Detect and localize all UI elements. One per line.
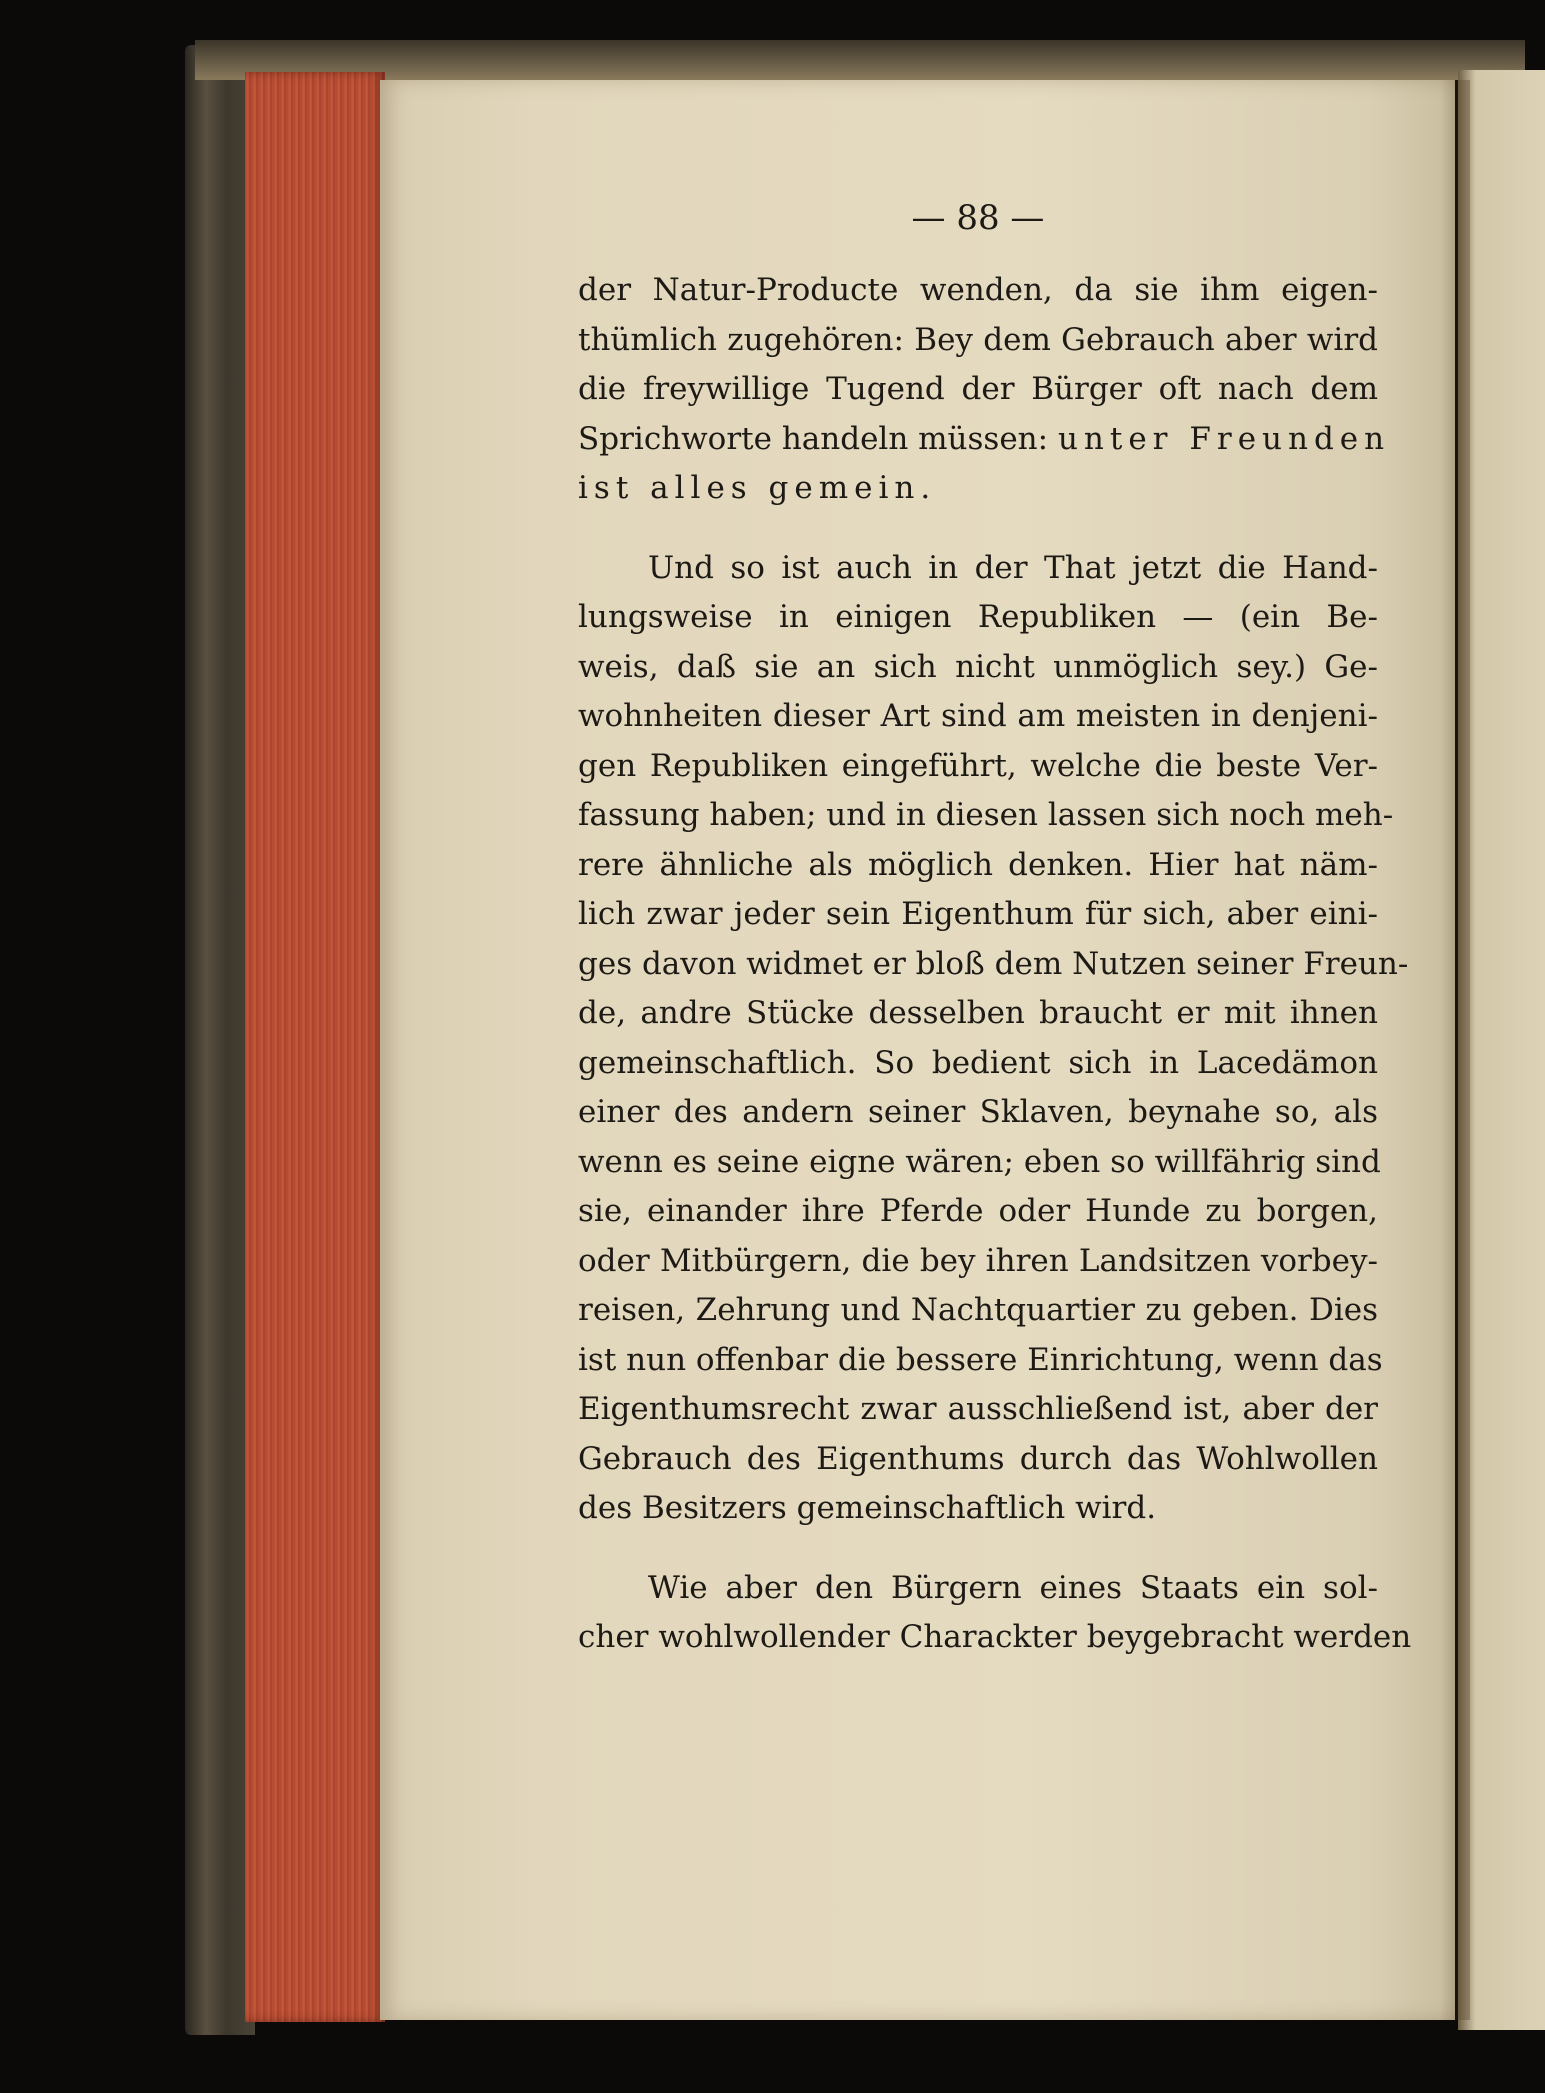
- text-line: Und so ist auch in der That jetzt die Hand-: [648, 549, 1378, 586]
- text-line: gemeinschaftlich. So bedient sich in Lacedämon: [578, 1044, 1378, 1081]
- text-line: ges davon widmet er bloß dem Nutzen seiner Freun-: [578, 945, 1409, 982]
- facing-page-edge: [1458, 70, 1545, 2030]
- paragraph-3: [578, 1564, 1412, 1663]
- red-page-edges: [245, 72, 385, 2022]
- paragraph-gap: [578, 514, 1378, 544]
- text-line: cher wohlwollender Charackter beygebracht werden: [578, 1619, 1412, 1655]
- text-line: reisen, Zehrung und Nachtquartier zu geben. Dies: [578, 1292, 1378, 1328]
- text-line: weis, daß sie an sich nicht unmöglich sey.) Ge-: [578, 648, 1378, 685]
- text-line: ist nun offenbar die bessere Einrichtung, wenn das: [578, 1341, 1383, 1378]
- text-line: sie, einander ihre Pferde oder Hunde zu borgen,: [578, 1193, 1378, 1229]
- text-line: wenn es seine eigne wären; eben so willfährig sind: [578, 1143, 1381, 1180]
- text-line: der Natur-Producte wenden, da sie ihm eigen-: [578, 272, 1378, 308]
- text-line: ist alles gemein.: [578, 470, 937, 506]
- gutter-shadow: [1440, 80, 1470, 2020]
- text-line: gen Republiken eingeführt, welche die beste Ver-: [578, 747, 1378, 784]
- text-line: einer des andern seiner Sklaven, beynahe so, als: [578, 1094, 1378, 1130]
- text-line: oder Mitbürgern, die bey ihren Landsitzen vorbey-: [578, 1242, 1378, 1279]
- page-number: — 88 —: [911, 198, 1045, 238]
- book-cover-edge: [195, 40, 1525, 80]
- text-line-start: Sprichworte handeln müssen:: [578, 420, 1049, 457]
- text-line: Wie aber den Bürgern eines Staats ein sol-: [648, 1569, 1378, 1606]
- page-text: [578, 190, 1412, 1663]
- text-line: de, andre Stücke desselben braucht er mit ihnen: [578, 995, 1378, 1031]
- text-line: wohnheiten dieser Art sind am meisten in denjeni-: [578, 698, 1378, 734]
- paragraph-1: [578, 266, 1391, 514]
- text-line: [578, 415, 1391, 465]
- text-line: des Besitzers gemeinschaftlich wird.: [578, 1490, 1157, 1526]
- text-line: lich zwar jeder sein Eigenthum für sich, aber eini-: [578, 896, 1378, 932]
- emphasized-phrase: unter Freunden: [1057, 420, 1391, 457]
- text-line: Eigenthumsrecht zwar ausschließend ist, aber der: [578, 1391, 1378, 1427]
- text-line: Gebrauch des Eigenthums durch das Wohlwollen: [578, 1440, 1378, 1477]
- text-line: die freywillige Tugend der Bürger oft nach dem: [578, 371, 1378, 407]
- text-line: thümlich zugehören: Bey dem Gebrauch aber wird: [578, 321, 1378, 358]
- text-line: lungsweise in einigen Republiken — (ein Be-: [578, 599, 1378, 635]
- text-line: rere ähnliche als möglich denken. Hier hat näm-: [578, 846, 1378, 883]
- paragraph-gap: [578, 1534, 1378, 1564]
- text-line: fassung haben; und in diesen lassen sich noch meh-: [578, 797, 1394, 833]
- paragraph-2: [578, 544, 1409, 1534]
